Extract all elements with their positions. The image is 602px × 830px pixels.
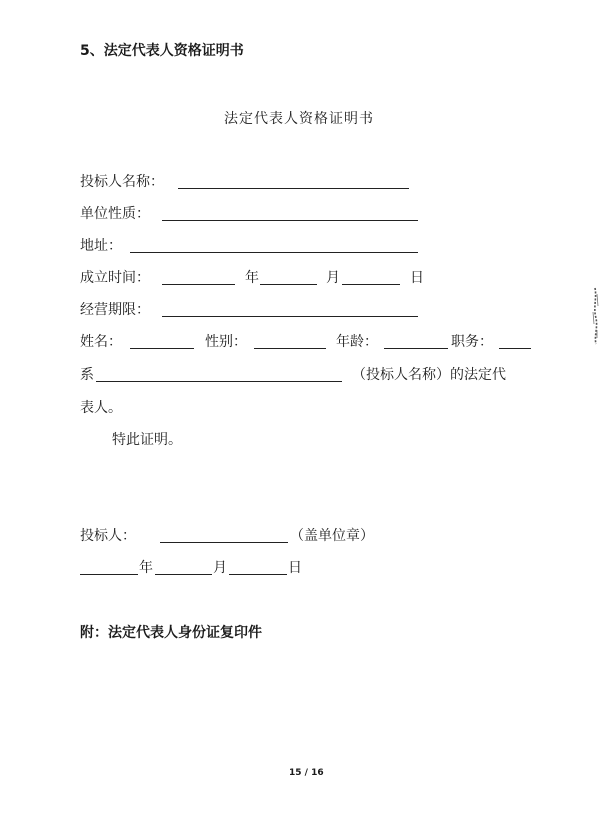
address-label: 地址： — [80, 238, 122, 254]
unit-nature-label: 单位性质： — [80, 206, 150, 222]
signature-bidder-label: 投标人： — [80, 528, 136, 544]
bidder-name-field[interactable] — [178, 188, 409, 189]
signature-year-char: 年 — [139, 560, 153, 576]
is-label: 系 — [80, 367, 94, 383]
representative-bidder-field[interactable] — [96, 381, 342, 382]
established-month-char: 月 — [326, 270, 340, 286]
gender-label: 性别： — [205, 334, 247, 350]
business-term-field[interactable] — [162, 316, 418, 317]
signature-day-char: 日 — [288, 560, 302, 576]
signature-day-field[interactable] — [229, 574, 287, 575]
signature-month-char: 月 — [213, 560, 227, 576]
signature-year-field[interactable] — [80, 574, 138, 575]
bidder-name-paren-text: （投标人名称）的法定代 — [352, 367, 506, 383]
section-heading: 5、法定代表人资格证明书 — [80, 43, 244, 59]
age-field[interactable] — [384, 348, 448, 349]
established-label: 成立时间： — [80, 270, 150, 286]
established-year-field[interactable] — [162, 284, 235, 285]
business-term-label: 经营期限： — [80, 302, 150, 318]
established-day-field[interactable] — [342, 284, 400, 285]
position-label: 职务： — [451, 334, 493, 350]
age-label: 年龄： — [336, 334, 378, 350]
unit-nature-field[interactable] — [162, 220, 418, 221]
established-month-field[interactable] — [260, 284, 317, 285]
document-title: 法定代表人资格证明书 — [224, 111, 374, 127]
position-field[interactable] — [499, 348, 531, 349]
signature-bidder-field[interactable] — [160, 542, 288, 543]
name-field[interactable] — [130, 348, 194, 349]
page-number: 15 / 16 — [289, 768, 324, 778]
bidder-name-label: 投标人名称： — [80, 174, 164, 190]
signature-month-field[interactable] — [155, 574, 212, 575]
address-field[interactable] — [130, 252, 418, 253]
established-day-char: 日 — [410, 270, 424, 286]
seal-note: （盖单位章） — [290, 528, 374, 544]
gender-field[interactable] — [254, 348, 326, 349]
name-label: 姓名： — [80, 334, 122, 350]
established-year-char: 年 — [245, 270, 259, 286]
representative-line-end: 表人。 — [80, 400, 122, 416]
scan-mark-icon — [588, 286, 602, 346]
attachment-note: 附：法定代表人身份证复印件 — [80, 625, 262, 641]
certify-text: 特此证明。 — [112, 432, 182, 448]
